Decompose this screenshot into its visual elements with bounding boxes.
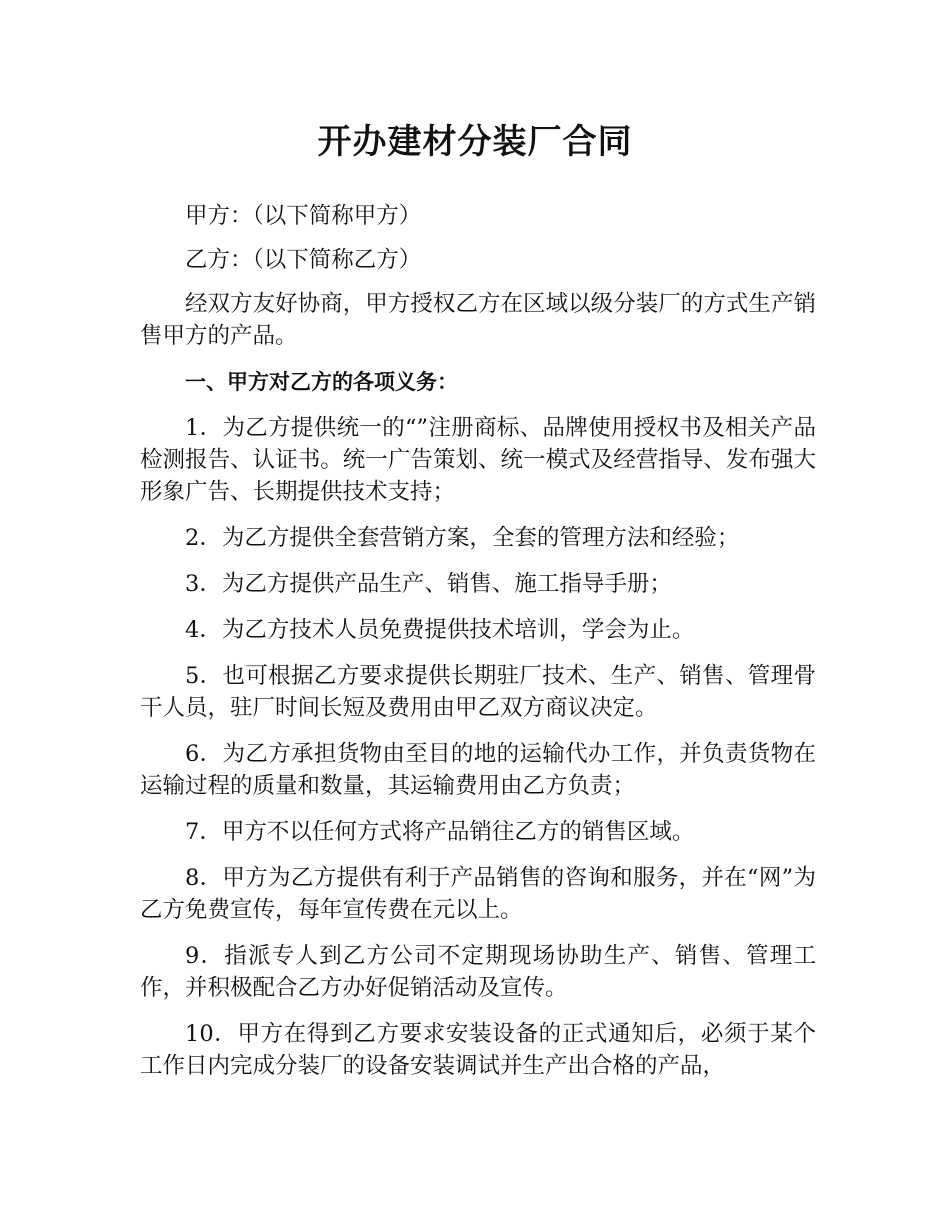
clause-item: 8．甲方为乙方提供有利于产品销售的咨询和服务，并在“网”为乙方免费宣传，每年宣传费在元以上。 [140, 865, 816, 923]
clause-item: 6．为乙方承担货物由至目的地的运输代办工作，并负责货物在运输过程的质量和数量，其运输费用由乙方负责； [140, 741, 816, 799]
party-a-line: 甲方：（以下简称甲方） [185, 203, 422, 229]
clause-item: 7．甲方不以任何方式将产品销往乙方的销售区域。 [185, 819, 695, 845]
clause-item: 2．为乙方提供全套营销方案，全套的管理方法和经验； [185, 525, 740, 551]
clause-item: 9．指派专人到乙方公司不定期现场协助生产、销售、管理工作，并积极配合乙方办好促销活动及宣传。 [140, 943, 816, 1001]
clause-item: 10．甲方在得到乙方要求安装设备的正式通知后，必须于某个工作日内完成分装厂的设备安装调试并生产出合格的产品， [140, 1021, 816, 1079]
intro-paragraph: 经双方友好协商，甲方授权乙方在区域以级分装厂的方式生产销售甲方的产品。 [140, 291, 816, 349]
clause-item: 3．为乙方提供产品生产、销售、施工指导手册； [185, 571, 672, 597]
section-heading: 一、甲方对乙方的各项义务： [185, 370, 458, 394]
document-title: 开办建材分装厂合同 [317, 122, 633, 162]
clause-item: 4．为乙方技术人员免费提供技术培训，学会为止。 [185, 617, 695, 643]
party-b-line: 乙方：（以下简称乙方） [185, 247, 422, 273]
clause-item: 1．为乙方提供统一的“”注册商标、品牌使用授权书及相关产品检测报告、认证书。统一广告策划、统一模式及经营指导、发布强大形象广告、长期提供技术支持； [140, 415, 816, 505]
document-body [140, 200, 816, 1096]
clause-item: 5．也可根据乙方要求提供长期驻厂技术、生产、销售、管理骨干人员，驻厂时间长短及费用由甲乙双方商议决定。 [140, 663, 816, 721]
